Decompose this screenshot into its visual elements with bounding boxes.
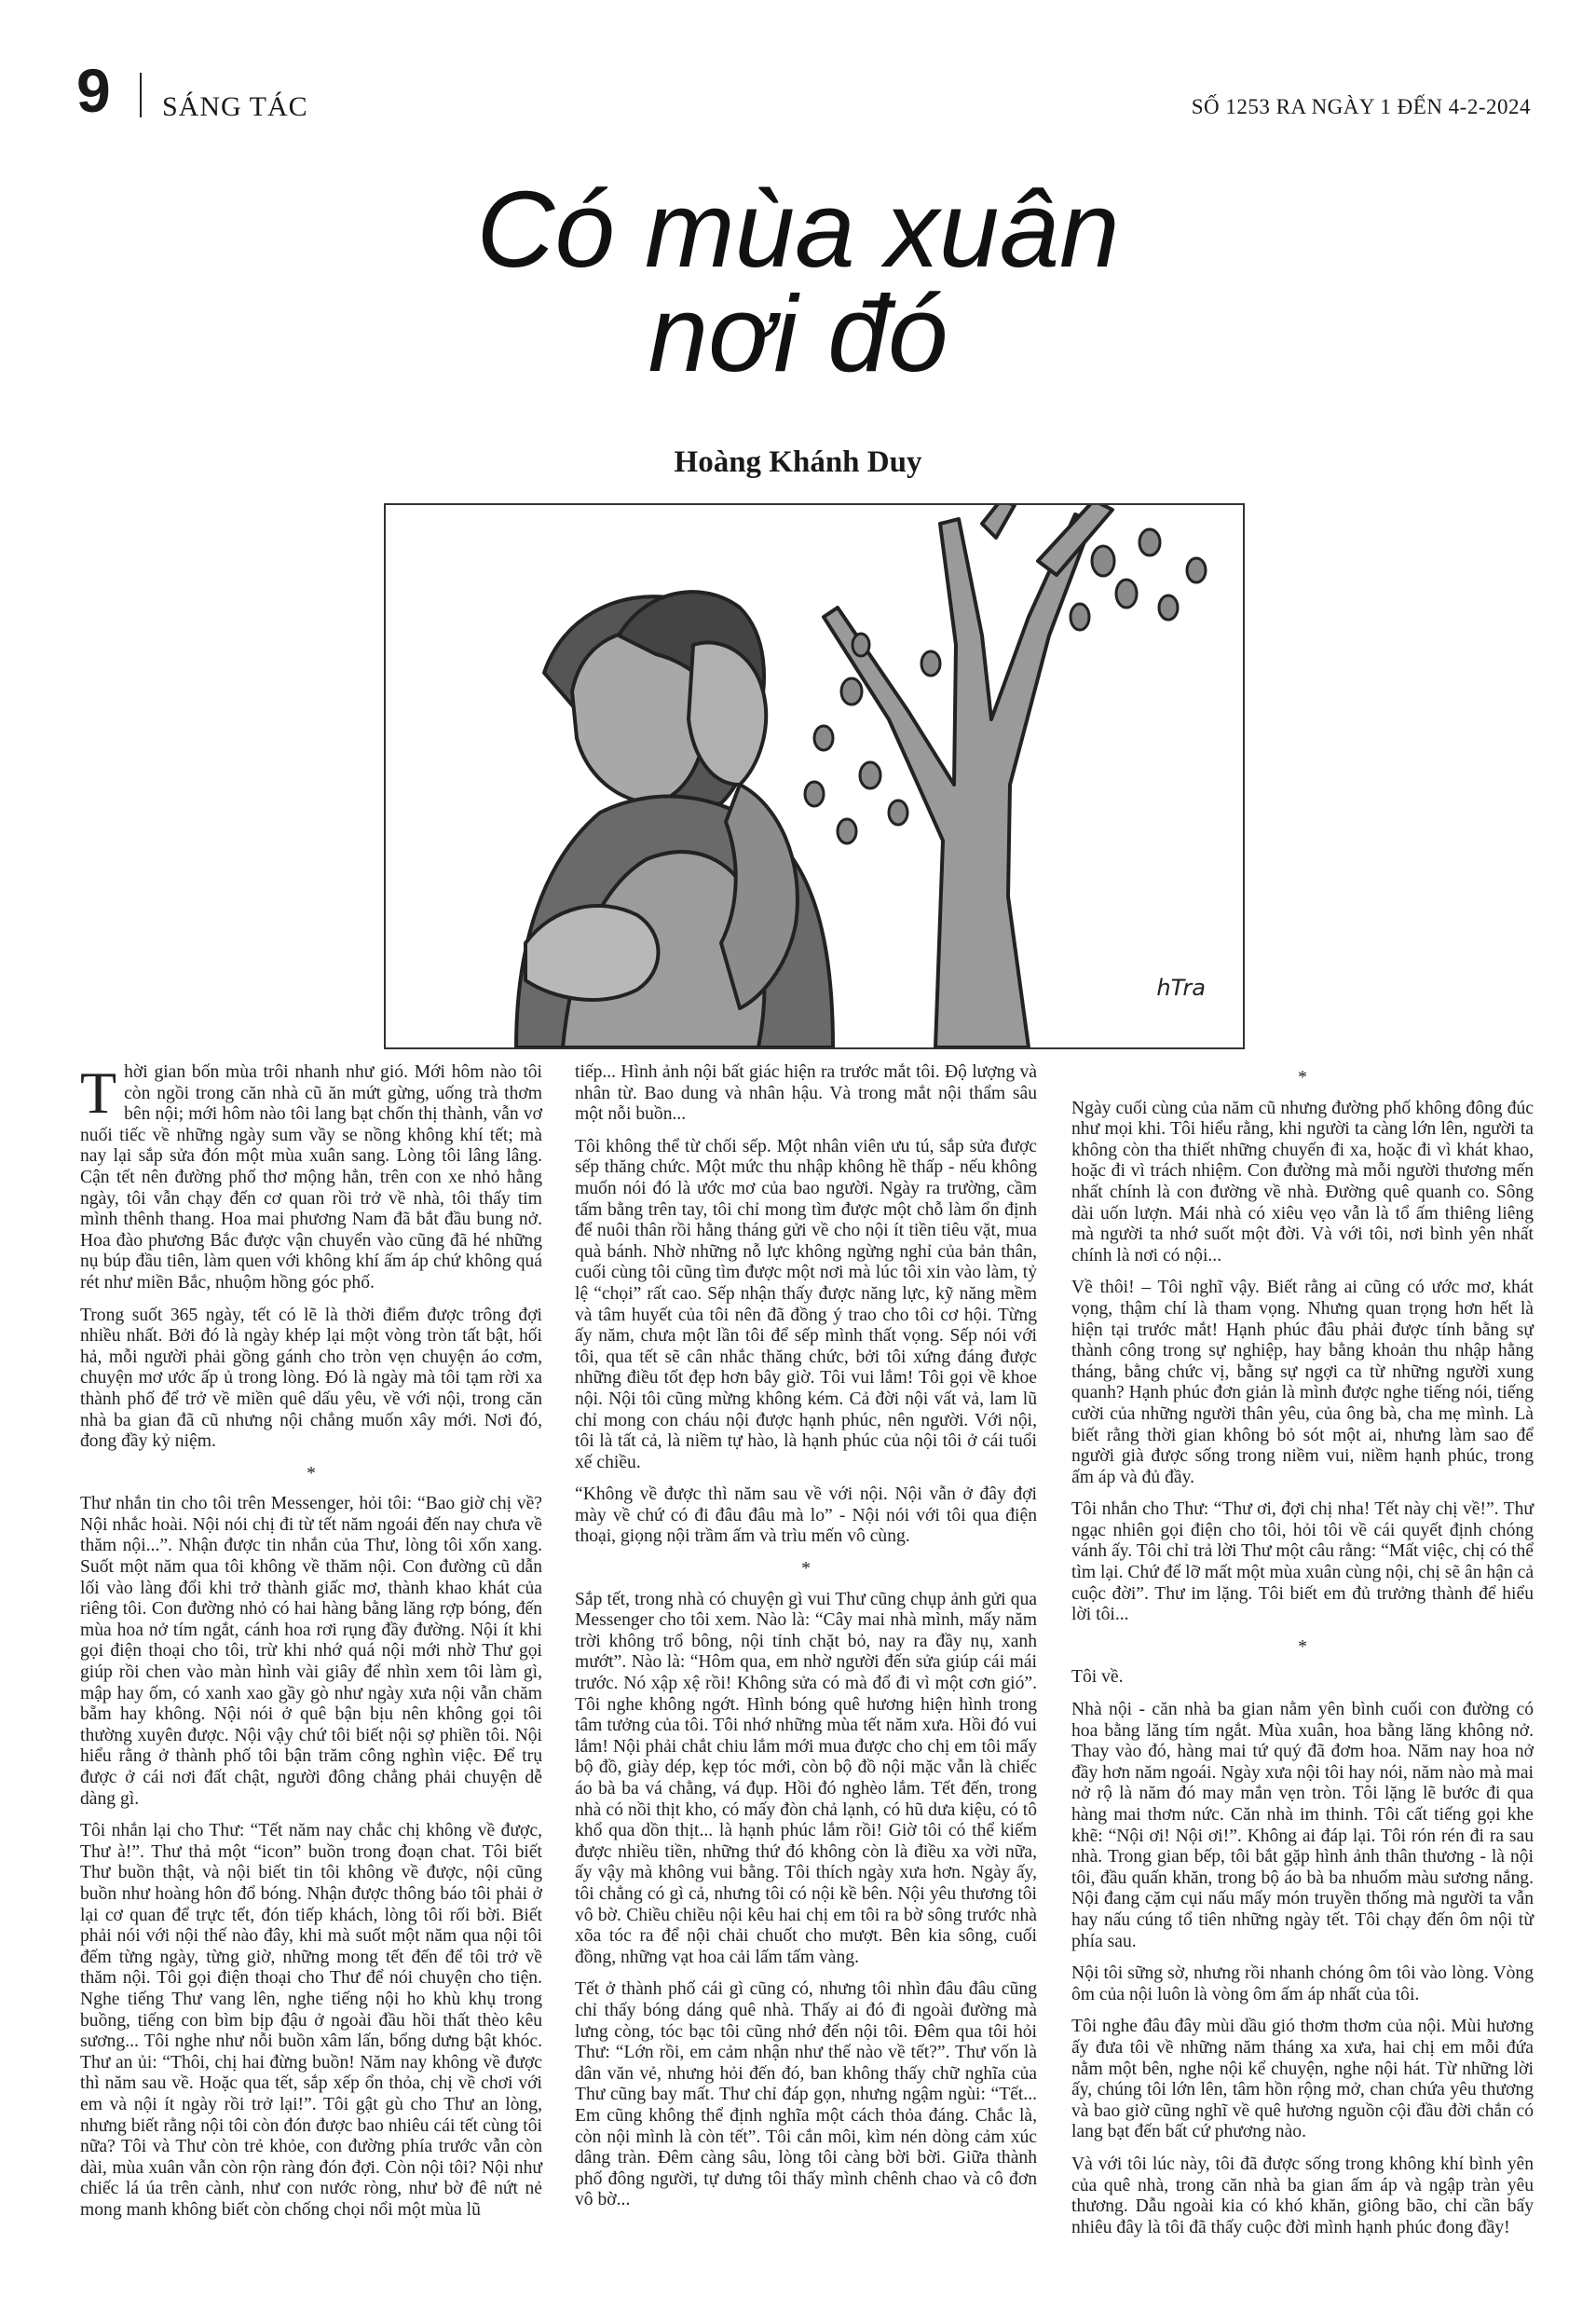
paragraph: Thư nhắn tin cho tôi trên Messenger, hỏi tôi: “Bao giờ chị về? Nội nhắc hoài. Nội nói chị đi từ tết năm ngoái đến nay chưa về thăm nội...”. Nhận được tin nhắn của Thư, lòng tôi xốn xang. Suốt một năm qua tôi không về thăm nội. Con đường cũ dẫn lối vào làng đổi khi trở thành giấc mơ, thành khao khát của riêng tôi. Con đường nhỏ có hai hàng bằng lăng rợp bóng, đến mùa hoa nở tím ngắt, cánh hoa rơi rụng đầy đường. Nội ít khi gọi điện thoại cho tôi, trừ khi nhớ quá nội mới nhờ Thư gọi giúp rồi chen vào màn hình vài giây để nhìn xem tôi làm gì, mập hay ốm, có xanh xao gầy gò như ngày xưa nội vẫn chăm bẵm hay không. Nội nói ở quê bận bịu nên không gọi tôi thường xuyên được. Nội vậy chứ tôi biết nội sợ phiền tôi. Nội hiểu rằng ở thành phố tôi bận trăm công nghìn việc. Để trụ được ở cái nơi đất chật, người đông chẳng phải chuyện dễ dàng gì.: [80, 1494, 542, 1809]
paragraph: Thời gian bốn mùa trôi nhanh như gió. Mới hôm nào tôi còn ngồi trong căn nhà cũ ăn mứt gừng, uống trà thơm bên nội; mới hôm nào tôi lang bạt chốn thị thành, vẫn vơ nuối tiếc về những ngày sum vầy se nồng không khí tết; mà nay lại sắp sửa đón một mùa xuân sang. Lòng tôi lâng lâng. Cận tết nên đường phố thơ mộng hẳn, trên con xe nhỏ hằng ngày, tôi vẫn chạy đến cơ quan rồi trở về nhà, tôi thấy tim mình thênh thang. Hoa mai phương Nam đã bắt đầu bung nở. Hoa đào phương Bắc được vận chuyển vào cũng đã hé những nụ búp đầu tiên, làm quen với không khí ấm áp chứ không quá rét như miền Bắc, nhuộm hồng góc phố.: [80, 1060, 542, 1293]
article-illustration: [384, 503, 1245, 1049]
page-header: [76, 52, 1531, 127]
paragraph: Sắp tết, trong nhà có chuyện gì vui Thư cũng chụp ảnh gửi qua Messenger cho tôi xem. Nào là: “Cây mai nhà mình, mấy năm trời không trổ bông, nội tỉnh chặt bỏ, nay ra đầy nụ, xanh mướt”. Nào là: “Hôm qua, em nhờ người đến sửa giúp cái mái trước. Nó xập xệ rồi! Không sửa có mà đổ đi vì một cơn gió”. Tôi nghe không ngớt. Hình bóng quê hương hiện hình trong tâm tưởng của tôi. Tôi nhớ những mùa tết năm xưa. Hồi đó vui lắm! Nội phải chắt chiu lắm mới mua được cho chị em tôi mấy bộ đồ, giày dép, kẹp tóc mới, còn bộ đồ nội mặc vẫn là chiếc áo bà ba vá chằng, vá đụp. Hồi đó nghèo lắm. Tết đến, trong nhà có nồi thịt kho, có mấy đòn chả lạnh, có hũ dưa kiệu, có tô khổ qua dồn thịt... là hạnh phúc lắm rồi! Giờ tôi có thể kiếm được nhiều tiền, những thứ đó không còn là điều xa vời nữa, ấy vậy mà không vui bằng. Tôi thích ngày xưa hơn. Ngày ấy, tôi chẳng có gì cả, nhưng tôi có nội kề bên. Nội yêu thương tôi vô bờ. Chiều chiều nội kêu hai chị em tôi ra bờ sông trước nhà xõa tóc ra để nội chải chuốt cho mượt. Bên kia sông, cuối đồng, những vạt hoa cải lấm tấm vàng.: [575, 1589, 1037, 1967]
paragraph: tiếp... Hình ảnh nội bất giác hiện ra trước mắt tôi. Độ lượng và nhân từ. Bao dung và nhân hậu. Và trong mắt nội thẩm sâu một nỗi buồn...: [575, 1062, 1037, 1125]
article-column-3: [1071, 1062, 1534, 2250]
section-divider-star: *: [1298, 1068, 1307, 1088]
article-column-2: [575, 1062, 1037, 2223]
paragraph: Và với tôi lúc này, tôi đã được sống trong không khí bình yên của quê nhà, trong căn nhà ba gian ấm áp và ngập tràn yêu thương. Dẫu ngoài kia có khó khăn, giông bão, chỉ cần bấy nhiêu đây là tôi đã thấy cuộc đời mình hạnh phúc đong đầy!: [1071, 2154, 1534, 2237]
drop-cap: T: [80, 1060, 117, 1126]
section-divider-star: *: [307, 1463, 316, 1484]
paragraph: Về thôi! – Tôi nghĩ vậy. Biết rằng ai cũng có ước mơ, khát vọng, thậm chí là tham vọng. Nhưng quan trọng hơn hết là hiện tại trước mắt! Hạnh phúc đâu phải được tính bằng sự thành công trong sự nghiệp, hay bằng khoản thu nhập hằng tháng, bằng chức vị, bằng sự ngợi ca từ những người xung quanh? Hạnh phúc đơn giản là mình được nghe tiếng nói, tiếng cười của những người thân yêu, của ông bà, cha mẹ mình. Là biết rằng thời gian không bỏ sót một ai, nhưng làm sao để người già được sống trong niềm vui, niềm hạnh phúc, trong ấm áp và đủ đầy.: [1071, 1278, 1534, 1487]
paragraph: Tôi không thể từ chối sếp. Một nhân viên ưu tú, sắp sửa được sếp thăng chức. Một mức thu nhập không hề thấp - nếu không muốn nói đó là ước mơ của bao người. Ngày ra trường, cầm tấm bằng trên tay, tôi chỉ mong tìm được một chỗ làm ổn định để nuôi thân rồi hằng tháng gửi về cho nội ít tiền tiêu vặt, mua quà bánh. Nhờ những nỗ lực không ngừng nghỉ của bản thân, cuối cùng tôi cũng tìm được một nơi mà lúc tôi xin vào làm, tỷ lệ “chọi” rất cao. Sếp nhận thấy được năng lực, kỹ năng mềm và tâm huyết của tôi nên đã đồng ý trao cho tôi cơ hội. Từng ấy năm, chưa một lần tôi để sếp mình thất vọng. Sếp nói với tôi, qua tết sẽ cân nhắc thăng chức, bởi tôi xứng đáng được những điều tốt đẹp hơn bây giờ. Tôi vui lắm! Tôi gọi về khoe nội. Nội tôi cũng mừng không kém. Cả đời nội vất vả, lam lũ chỉ mong con cháu nội được hạnh phúc, nên người. Với nội, tôi là tất cả, là niềm tự hào, là hạnh phúc của nội tôi ở cái tuổi xế chiều.: [575, 1136, 1037, 1472]
illustration-signature: hTra: [1156, 975, 1206, 1001]
paragraph: Trong suốt 365 ngày, tết có lẽ là thời điểm được trông đợi nhiều nhất. Bởi đó là ngày khép lại một vòng tròn tất bật, hối hả, mỗi người phải gồng gánh cho tròn vẹn chuyện áo cơm, chuyện mơ ước ấp ủ trong lòng. Đó là ngày mà tôi tạm rời xa thành phố để trở về miền quê dấu yêu, về với nội, trong căn nhà ba gian đã cũ nhưng nội chẳng muốn xây mới. Nơi đó, đong đầy kỷ niệm.: [80, 1305, 542, 1452]
page-number: 9: [76, 56, 111, 125]
paragraph: Nội tôi sững sờ, nhưng rồi nhanh chóng ôm tôi vào lòng. Vòng ôm của nội luôn là vòng ôm ấm áp nhất của tôi.: [1071, 1963, 1534, 2004]
section-divider-star: *: [801, 1559, 811, 1580]
paragraph: Nhà nội - căn nhà ba gian nằm yên bình cuối con đường có hoa bằng lăng tím ngắt. Mùa xuân, hoa bằng lăng không nở. Thay vào đó, hàng mai tứ quý đã đơm hoa. Năm nay hoa nở đầy hơn năm ngoái. Ngày xưa nội tôi hay nói, năm nào mà mai nở rộ là năm đó may mắn vẹn tròn. Tôi lặng lẽ bước đi qua hàng mai thơm nức. Căn nhà im thinh. Tôi cất tiếng gọi khe khẽ: “Nội ơi! Nội ơi!”. Không ai đáp lại. Tôi rón rén đi ra sau nhà. Trong gian bếp, tôi bắt gặp hình ảnh thân thương - là nội tôi, đầu quấn khăn, trong bộ áo bà ba nhuốm màu sương nắng. Nội đang cặm cụi nấu mấy món truyền thống mà người ta vẫn hay nấu cúng tổ tiên những ngày tết. Tôi chạy đến ôm nội từ phía sau.: [1071, 1700, 1534, 1951]
article-title: [0, 169, 1596, 394]
paragraph: Tôi nhắn lại cho Thư: “Tết năm nay chắc chị không về được, Thư à!”. Thư thả một “icon” buồn trong đoạn chat. Tôi biết Thư buồn thật, và nội biết tin tôi không về được, nội cũng buồn như hoàng hôn đổ bóng. Nhận được thông báo tôi phải ở lại cơ quan để trực tết, đón tiếp khách, lòng tôi rối bời. Biết phải nói với nội thế nào đây, khi mà suốt một năm qua nội tôi đếm từng ngày, từng giờ, những mong tết đến để tôi trở về thăm nội. Tôi gọi điện thoại cho Thư để nói chuyện cho tiện. Nghe tiếng Thư vang lên, nghe tiếng nội ho khù khụ trong buồng, tiếng con bìm bịp đậu ở ngoài đầu hồi thất thèo kêu sương... Tôi nghe như nỗi buồn xâm lấn, bổng dưng bật khóc. Thư an ủi: “Thôi, chị hai đừng buồn! Năm nay không về được thì năm sau về. Hoặc qua tết, sắp xếp ổn thỏa, chị về chơi với em và nội ít ngày rồi trở lại!”. Tôi gật gù cho Thư an lòng, nhưng biết rằng nội tôi còn đón được bao nhiêu cái tết cùng tôi nữa? Tôi và Thư còn trẻ khỏe, con đường phía trước vẫn còn dài, mùa xuân vẫn còn rộn ràng đón đợi. Còn nội tôi? Nội như chiếc lá úa trên cành, như con nước ròng, như bờ đê nứt nẻ mong manh không biết còn chống chọi nổi một mùa lũ: [80, 1821, 542, 2220]
article-column-1: [80, 1062, 542, 2232]
paragraph: Ngày cuối cùng của năm cũ nhưng đường phố không đông đúc như mọi khi. Tôi hiểu rằng, khi người ta càng lớn lên, người ta không còn tha thiết những chuyến đi xa, hoặc đi vì khát khao, hoặc đi vì trách nhiệm. Con đường mà mỗi người thương mến nhất chính là con đường về nhà. Đường quê quanh co. Sông dài uốn lượn. Mái nhà có xiêu vẹo vẫn là tổ ấm thiêng liêng mà người ta nhớ suốt một đời. Và với tôi, nơi bình yên nhất chính là nơi có nội...: [1071, 1098, 1534, 1265]
title-line-1: Có mùa xuân: [476, 169, 1120, 290]
paragraph: Tôi nhắn cho Thư: “Thư ơi, đợi chị nha! Tết này chị về!”. Thư ngạc nhiên gọi điện cho tôi, hỏi tôi về cái quyết định chóng vánh ấy. Tôi chỉ trả lời Thư một câu rằng: “Mất việc, chị có thể tìm lại. Chứ để lỡ mất một mùa xuân cùng nội, chị sẽ ân hận cả cuộc đời”. Thư im lặng. Tôi biết em đủ trưởng thành để hiểu lời tôi...: [1071, 1499, 1535, 1625]
illustration-drawing: [386, 505, 1243, 1047]
paragraph: Tết ở thành phố cái gì cũng có, nhưng tôi nhìn đâu đâu cũng chỉ thấy bóng dáng quê nhà. Thấy ai đó đi ngoài đường mà lưng còng, tóc bạc tôi cũng nhớ đến nội tôi. Đêm qua tôi hỏi Thư: “Lớn rồi, em cảm nhận như thế nào về tết?”. Thư vốn là dân văn vẻ, nhưng hỏi đến đó, ban không thấy chữ nghĩa của Thư cũng bay mất. Thư chỉ đáp gọn, nhưng ngậm ngùi: “Tết... Em cũng không thể định nghĩa một cách thỏa đáng. Chắc là, còn nội mình là còn tết”. Tôi cắn môi, kìm nén dòng cảm xúc dâng tràn. Đêm càng sâu, lòng tôi càng bời bời. Giữa thành phố đông người, tự dưng tôi thấy mình chênh chao và cô đơn vô bờ...: [575, 1979, 1037, 2210]
article-author: Hoàng Khánh Duy: [674, 445, 922, 479]
section-divider-star: *: [1298, 1636, 1307, 1657]
paragraph: Tôi về.: [1071, 1667, 1124, 1688]
paragraph: Tôi nghe đâu đây mùi dầu gió thơm thơm của nội. Mùi hương ấy đưa tôi về những năm tháng xa xưa, hai chị em mỗi đứa nằm một bên, nghe nội kể chuyện, nghe nội hát. Từ những lời ấy, chúng tôi lớn lên, tâm hồn rộng mở, chan chứa yêu thương và bao giờ cũng nghĩ về quê hương nguồn cội đầu đời chắn có lang bạt đến bất cứ phương nào.: [1071, 2017, 1534, 2142]
title-line-2: nơi đó: [648, 273, 948, 394]
header-divider: [140, 73, 142, 117]
issue-info: SỐ 1253 RA NGÀY 1 ĐẾN 4-2-2024: [1191, 95, 1531, 118]
paragraph: “Không về được thì năm sau về với nội. Nội vẫn ở đây đợi mày về chứ có đi đâu đâu mà lo” - Nội nói với tôi qua điện thoại, giọng nội trầm ấm và trìu mến vô cùng.: [575, 1484, 1037, 1547]
section-label: SÁNG TÁC: [162, 91, 308, 122]
